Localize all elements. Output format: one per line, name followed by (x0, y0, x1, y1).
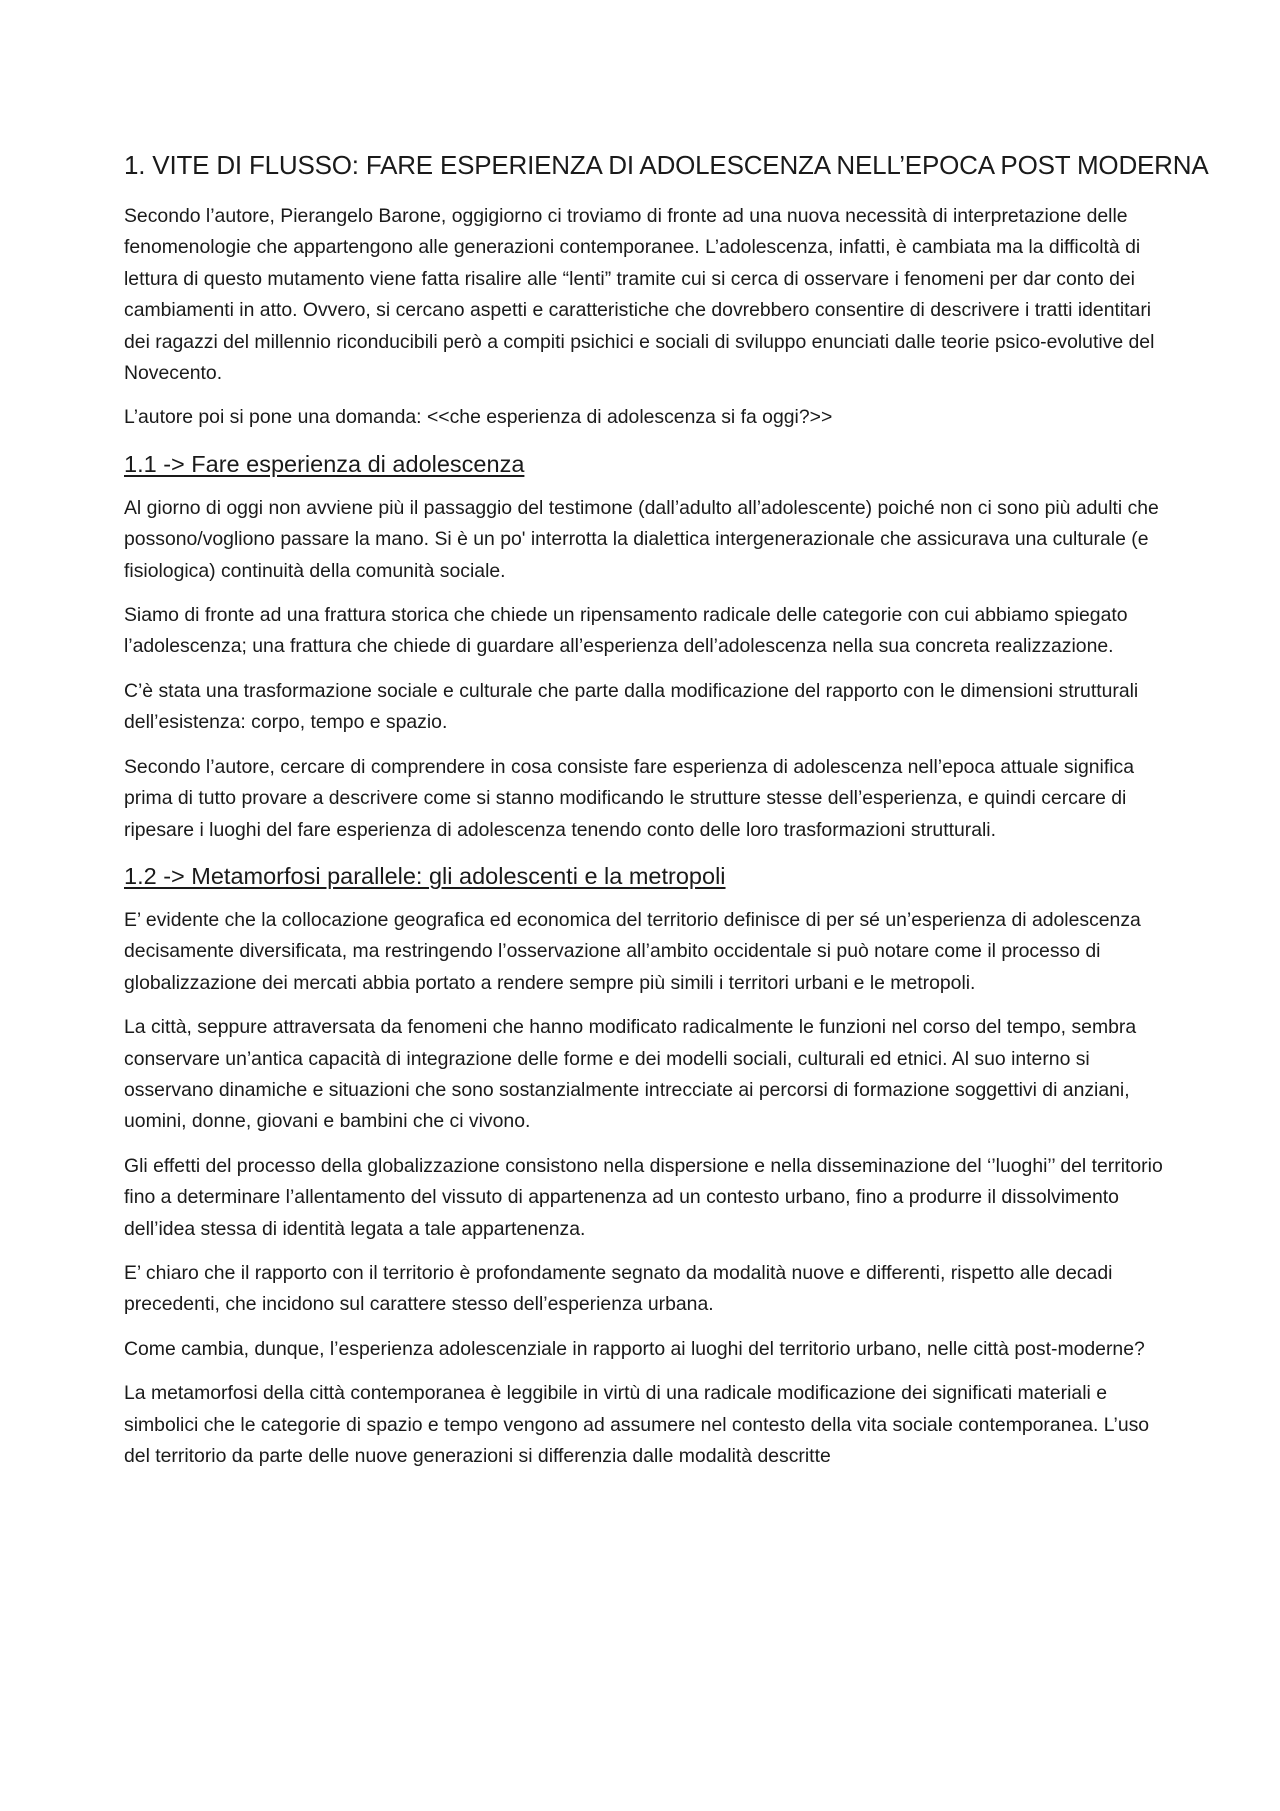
section-1-2-paragraph-1: E’ evidente che la collocazione geografica ed economica del territorio definisce di per sé un’esperienza di adolescenza decisamente diversificata, ma restringendo l’osservazione all’ambito occidentale si può notare come il processo di globalizzazione dei mercati abbia portato a rendere sempre più simili i territori urbani e le metropoli. (124, 908, 1141, 994)
intro-paragraph-1: Secondo l’autore, Pierangelo Barone, oggigiorno ci troviamo di fronte ad una nuova necessità di interpretazione delle fenomenologie che appartengono alle generazioni contemporanee. L’adolescenza, infatti, è cambiata ma la difficoltà di lettura di questo mutamento viene fatta risalire alle “lenti” tramite cui si cerca di osservare i fenomeni per dar conto dei cambiamenti in atto. Ovvero, si cercano aspetti e caratteristiche che dovrebbero consentire di descrivere i tratti identitari dei ragazzi del millennio riconducibili però a compiti psichici e sociali di sviluppo enunciati dalle teorie psico-evolutive del Novecento. (124, 205, 1155, 385)
section-1-1-paragraph-2: Siamo di fronte ad una frattura storica che chiede un ripensamento radicale delle categorie con cui abbiamo spiegato l’adolescenza; una frattura che chiede di guardare all’esperienza dell’adolescenza nella sua concreta realizzazione. (124, 604, 1128, 658)
intro-paragraph-2: L’autore poi si pone una domanda: <<che esperienza di adolescenza si fa oggi?>> (124, 406, 833, 429)
section-1-1-paragraph-1: Al giorno di oggi non avviene più il passaggio del testimone (dall’adulto all’adolescente) poiché non ci sono più adulti che possono/vogliono passare la mano. Si è un po' interrotta la dialettica intergenerazionale che assicurava una culturale (e fisiologica) continuità della comunità sociale. (124, 496, 1159, 582)
section-1-2-paragraph-3: Gli effetti del processo della globalizzazione consistono nella dispersione e nella disseminazione del ‘’luoghi’’ del territorio fino a determinare l’allentamento del vissuto di appartenenza ad un contesto urbano, fino a produrre il dissolvimento dell’idea stessa di identità legata a tale appartenenza. (124, 1154, 1163, 1240)
section-1-2-paragraph-4: E’ chiaro che il rapporto con il territorio è profondamente segnato da modalità nuove e differenti, rispetto alle decadi precedenti, che incidono sul carattere stesso dell’esperienza urbana. (124, 1261, 1113, 1316)
section-1-2-paragraph-2: La città, seppure attraversata da fenomeni che hanno modificato radicalmente le funzioni nel corso del tempo, sembra conservare un’antica capacità di integrazione delle forme e dei modelli sociali, culturali ed etnici. Al suo interno si osservano dinamiche e situazioni che sono sostanzialmente intrecciate ai percorsi di formazione soggettivi di anziani, uomini, donne, giovani e bambini che ci vivono. (124, 1016, 1137, 1133)
section-heading-1-1: 1.1 -> Fare esperienza di adolescenza (124, 450, 525, 477)
section-1-1-paragraph-3: C’è stata una trasformazione sociale e culturale che parte dalla modificazione del rapporto con le dimensioni strutturali dell’esistenza: corpo, tempo e spazio. (124, 679, 1139, 734)
section-1-2-paragraph-6: La metamorfosi della città contemporanea è leggibile in virtù di una radicale modificazione dei significati materiali e simbolici che le categorie di spazio e tempo vengono ad assumere nel contesto della vita sociale contemporanea. L’uso del territorio da parte delle nuove generazioni si differenzia dalle modalità descritte (124, 1382, 1150, 1467)
section-1-1-paragraph-4: Secondo l’autore, cercare di comprendere in cosa consiste fare esperienza di adolescenza nell’epoca attuale significa prima di tutto provare a descrivere come si stanno modificando le strutture stesse dell’esperienza, e quindi cercare di ripesare i luoghi del fare esperienza di adolescenza tenendo conto delle loro trasformazioni strutturali. (124, 755, 1134, 841)
section-heading-1-2: 1.2 -> Metamorfosi parallele: gli adolescenti e la metropoli (124, 862, 726, 889)
section-1-2-paragraph-5: Come cambia, dunque, l’esperienza adolescenziale in rapporto ai luoghi del territorio urbano, nelle città post-moderne? (124, 1337, 1145, 1360)
document-title: 1. VITE DI FLUSSO: FARE ESPERIENZA DI ADOLESCENZA NELL’EPOCA POST MODERNA (124, 150, 1209, 180)
